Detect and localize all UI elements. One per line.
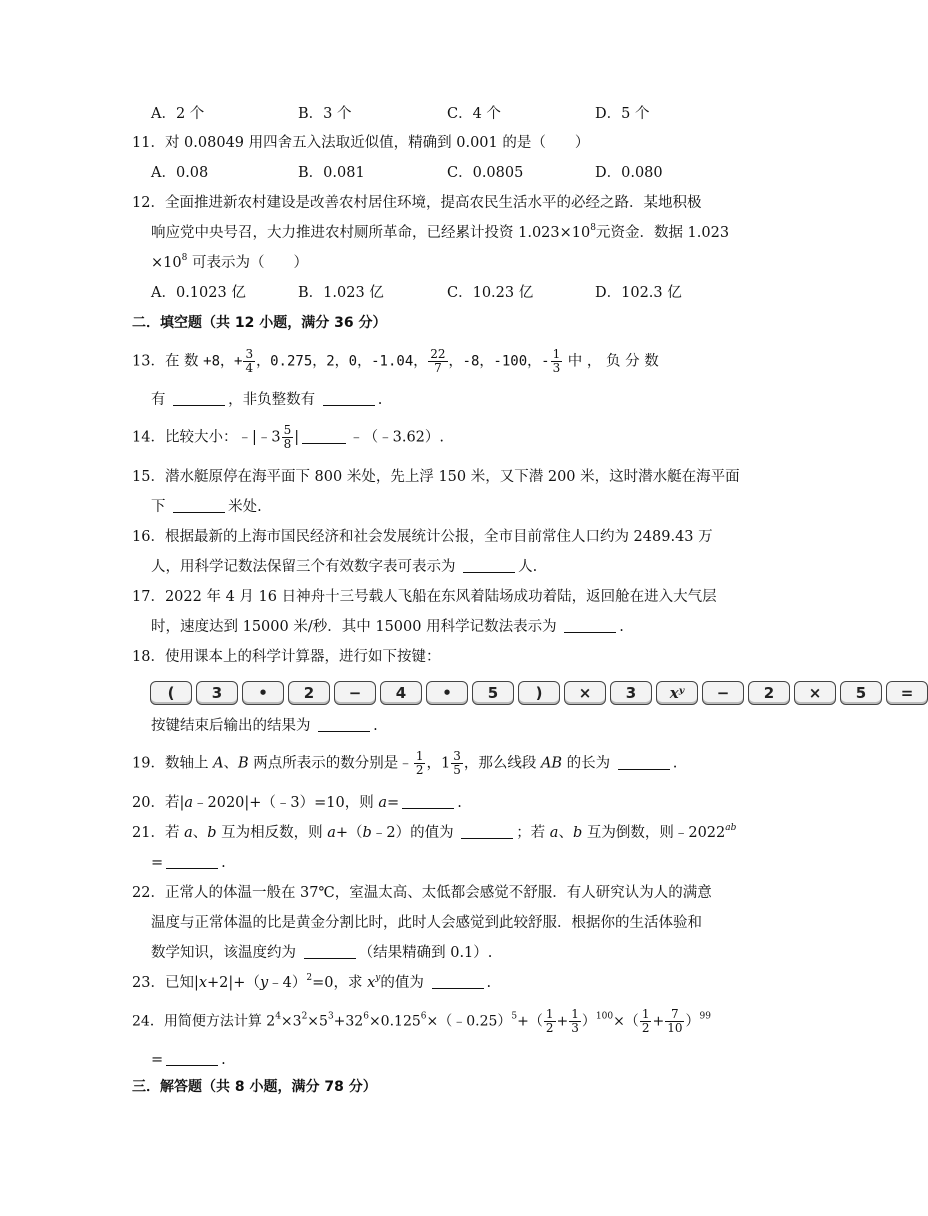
q10-option-c: C．4 个 — [447, 106, 501, 122]
answer-blank[interactable] — [166, 1051, 218, 1066]
key-open-paren: ( — [150, 681, 192, 705]
answer-blank[interactable] — [318, 717, 370, 732]
q23-line: 23．已知|x+2|+（y﹣4）$^2$=0，求 $x^y$的值为 . — [132, 973, 492, 991]
section-2-heading: 二．填空题（共 12 小题，满分 36 分） — [132, 315, 387, 331]
q17-line2: 时，速度达到 15000 米/秒．其中 15000 用科学记数法表示为 . — [151, 619, 624, 635]
q22-line2: 温度与正常体温的比是黄金分割比时，此时人会感觉到此较舒服．根据你的生活体验和 — [151, 915, 702, 931]
q10-option-a: A．2 个 — [151, 106, 205, 122]
fraction: $\frac{3}{4}$ — [245, 347, 254, 375]
q22-line1: 22．正常人的体温一般在 37℃，室温太高、太低都会感觉不舒服．有人研究认为人的满意 — [132, 885, 712, 901]
q21-line1: 21．若 a、b 互为相反数，则 a+（b﹣2）的值为 ；若 a、b 互为倒数，则$﹣2022^{ab}$ — [132, 823, 737, 841]
answer-blank[interactable] — [304, 944, 356, 959]
q24-line1: 24．用简便方法计算 $2^4\times 3^2\times 5^3+32^6\times 0.125^6\times(﹣0.25)^5+$（ $\frac{1}{2}$ + $\frac{1}{3}$ ）$^{100}$×（ $\frac{1}{2}$ + $\frac{7}{10}$ ）$^{99}$ — [132, 1007, 711, 1035]
fraction: $\frac{1}{3}$ — [552, 347, 561, 375]
fraction: $\frac{1}{3}$ — [571, 1007, 579, 1035]
key-3: 3 — [196, 681, 238, 705]
key-5: 5 — [840, 681, 882, 705]
q24-line2: = . — [151, 1052, 226, 1068]
key-4: 4 — [380, 681, 422, 705]
q12-option-b: B．1.023 亿 — [298, 285, 384, 301]
q21-line2: = . — [151, 855, 226, 871]
q11-option-b: B．0.081 — [298, 165, 365, 181]
q12-line3: $\times 10^8$ 可表示为（ ） — [151, 253, 308, 271]
key-decimal-point: • — [426, 681, 468, 705]
answer-blank[interactable] — [564, 618, 616, 633]
calculator-key-sequence — [150, 681, 928, 705]
key-power: xʸ — [656, 681, 698, 705]
q22-line3: 数学知识，该温度约为 （结果精确到 0.1）. — [151, 945, 493, 961]
q12-option-d: D．102.3 亿 — [595, 285, 682, 301]
key-minus: − — [334, 681, 376, 705]
answer-blank[interactable] — [461, 824, 513, 839]
key-minus: − — [702, 681, 744, 705]
fraction: $\frac{1}{2}$ — [545, 1007, 554, 1035]
answer-blank[interactable] — [166, 854, 218, 869]
key-multiply: × — [564, 681, 606, 705]
fraction: $\frac{1}{2}$ — [641, 1007, 650, 1035]
q16-line2: 人，用科学记数法保留三个有效数字表可表示为 人. — [151, 559, 538, 575]
q13-line2: 有 ，非负整数有 . — [151, 392, 383, 408]
answer-blank[interactable] — [402, 794, 454, 809]
q12-option-a: A．0.1023 亿 — [151, 285, 246, 301]
q11-option-d: D．0.080 — [595, 165, 663, 181]
q12-option-c: C．10.23 亿 — [447, 285, 534, 301]
q12-line2: 响应党中央号召，大力推进农村厕所革命，已经累计投资 $1.023\times 10^8$元资金．数据 1.023 — [151, 223, 730, 241]
q18-line1: 18．使用课本上的科学计算器，进行如下按键： — [132, 649, 441, 665]
key-5: 5 — [472, 681, 514, 705]
fraction: $\frac{5}{8}$ — [283, 423, 292, 451]
q14-line: 14．比较大小：﹣|﹣3 $\frac{5}{8}$ | ﹣（﹣3.62）. — [132, 423, 445, 451]
key-2: 2 — [288, 681, 330, 705]
answer-blank[interactable] — [618, 755, 670, 770]
answer-blank[interactable] — [323, 391, 375, 406]
q19-line: 19．数轴上 A、B 两点所表示的数分别是﹣ $\frac{1}{2}$ ，1 $\frac{3}{5}$ ，那么线段 AB 的长为 . — [132, 749, 678, 777]
answer-blank[interactable] — [173, 391, 225, 406]
fraction: $\frac{7}{10}$ — [667, 1007, 683, 1035]
fraction: $\frac{22}{7}$ — [430, 347, 446, 375]
fraction: $\frac{3}{5}$ — [453, 749, 461, 777]
answer-blank[interactable] — [432, 974, 484, 989]
q10-option-d: D．5 个 — [595, 106, 650, 122]
q10-option-b: B．3 个 — [298, 106, 352, 122]
key-multiply: × — [794, 681, 836, 705]
q11-option-c: C．0.0805 — [447, 165, 524, 181]
key-2: 2 — [748, 681, 790, 705]
q20-line: 20．若|a﹣2020|+（﹣3）=10，则 a= . — [132, 795, 462, 811]
key-decimal-point: • — [242, 681, 284, 705]
q17-line1: 17．2022 年 4 月 16 日神舟十三号载人飞船在东风着陆场成功着陆，返回舱在进入大气层 — [132, 589, 717, 605]
key-close-paren: ) — [518, 681, 560, 705]
fraction: $\frac{1}{2}$ — [415, 749, 424, 777]
q15-line2: 下 米处. — [151, 499, 262, 515]
q16-line1: 16．根据最新的上海市国民经济和社会发展统计公报，全市目前常住人口约为 2489.43 万 — [132, 529, 713, 545]
q11-stem: 11．对 0.08049 用四舍五入法取近似值，精确到 0.001 的是（ ） — [132, 135, 590, 151]
answer-blank[interactable] — [463, 558, 515, 573]
answer-blank[interactable] — [302, 429, 346, 444]
q12-line1: 12．全面推进新农村建设是改善农村居住环境，提高农民生活水平的必经之路．某地积极 — [132, 195, 702, 211]
q18-line2: 按键结束后输出的结果为 . — [151, 718, 378, 734]
key-3: 3 — [610, 681, 652, 705]
q15-line1: 15．潜水艇原停在海平面下 800 米处，先上浮 150 米，又下潜 200 米，这时潜水艇在海平面 — [132, 469, 740, 485]
key-equals: = — [886, 681, 928, 705]
section-3-heading: 三．解答题（共 8 小题，满分 78 分） — [132, 1079, 377, 1095]
q11-option-a: A．0.08 — [151, 165, 209, 181]
answer-blank[interactable] — [173, 498, 225, 513]
q13-line1: 13．在 数 +8，+ $\frac{3}{4}$ ，0.275，2，0，-1.04， $\frac{22}{7}$ ，-8，-100，- $\frac{1}{3}$ 中 ， 负 分 数 — [132, 347, 659, 375]
